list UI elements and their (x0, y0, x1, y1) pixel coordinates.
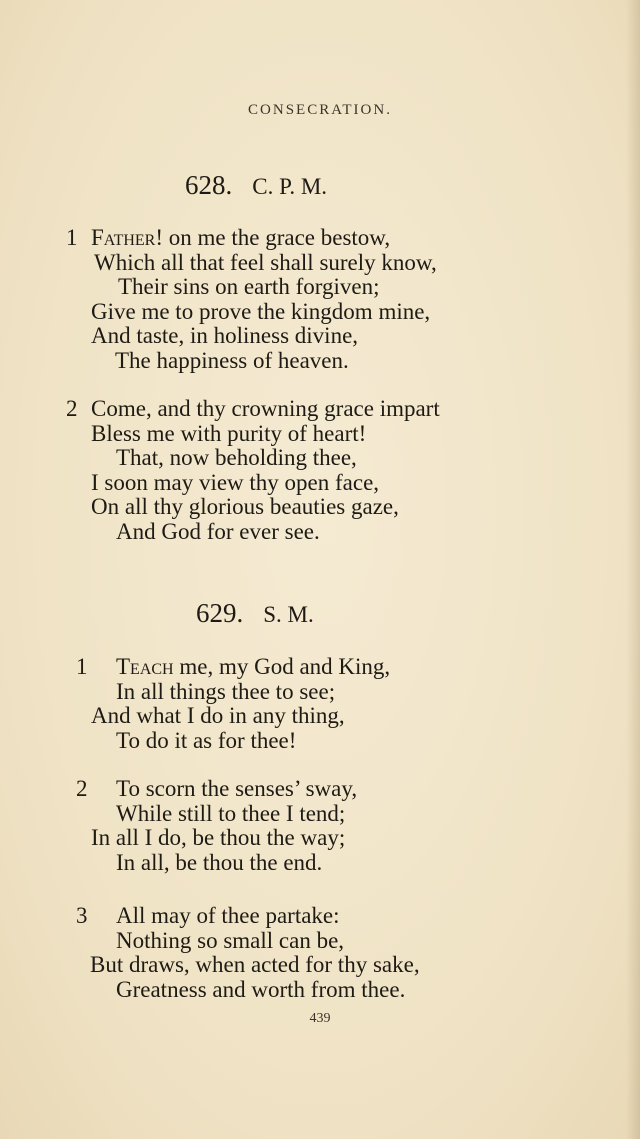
verse-line-text: Bless me with purity of heart! (91, 420, 367, 446)
verse-number: 1 (76, 654, 88, 679)
verse-number: 2 (66, 396, 78, 421)
verse-line-text: And taste, in holiness divine, (91, 323, 359, 348)
verse-line-text: Greatness and worth from thee. (116, 976, 406, 1002)
verse-line-text: In all, be thou the end. (116, 849, 323, 875)
verse-line-text: In all I do, be thou the way; (91, 825, 346, 850)
page-edge-shadow (626, 0, 640, 1139)
verse-line-text: While still to thee I tend; (116, 800, 346, 826)
verse-line-text: To do it as for thee! (116, 727, 297, 753)
verse-line-text: on me the grace bestow, (163, 225, 391, 250)
verse-line-text: me, my God and King, (173, 654, 391, 679)
verse-initial-word: Teach (116, 654, 174, 679)
verse-line-text: In all things thee to see; (116, 678, 336, 704)
hymn-628-meter: C. P. M. (252, 174, 328, 199)
verse-line-text: On all thy glorious beauties gaze, (91, 494, 399, 519)
verse-number: 3 (76, 903, 88, 928)
verse-line-text: Give me to prove the kingdom mine, (91, 298, 431, 324)
verse-initial-word: Father! (91, 225, 164, 250)
verse-line-text: That, now beholding thee, (116, 445, 357, 470)
hymn-628-title (185, 170, 327, 201)
verse-line-text: Their sins on earth forgiven; (118, 274, 380, 299)
verse-number: 2 (76, 776, 88, 801)
page-number: 439 (309, 1011, 331, 1026)
verse-line-text: But draws, when acted for thy sake, (90, 952, 420, 977)
running-head: CONSECRATION. (248, 102, 392, 118)
verse-line-text: And God for ever see. (116, 518, 320, 544)
verse-line-text: Come, and thy crowning grace impart (91, 396, 440, 421)
verse-line-text: All may of thee partake: (116, 903, 340, 928)
verse-line-text: I soon may view thy open face, (91, 469, 380, 495)
hymn-629-title (196, 598, 314, 629)
verse-number: 1 (66, 225, 78, 250)
verse-line-text: The happiness of heaven. (115, 347, 349, 373)
verse-line-text: And what I do in any thing, (91, 703, 345, 728)
hymn-628-number: 628. (185, 170, 233, 200)
verse-line-text: Which all that feel shall surely know, (94, 249, 437, 275)
verse-line-text: To scorn the senses’ sway, (116, 776, 358, 801)
verse-line-text: Nothing so small can be, (116, 927, 345, 953)
hymn-629-number: 629. (196, 598, 244, 628)
hymn-629-meter: S. M. (263, 602, 314, 627)
